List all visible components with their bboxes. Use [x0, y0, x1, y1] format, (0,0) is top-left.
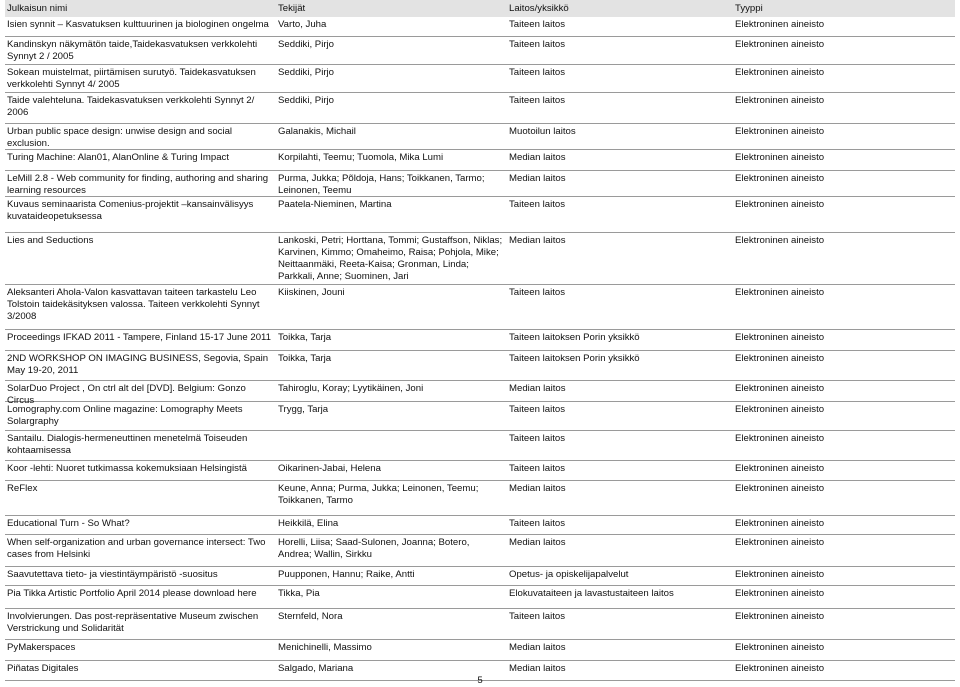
cell-title: Saavutettava tieto- ja viestintäympäristö -suositus: [7, 569, 218, 580]
cell-authors: Galanakis, Michail: [278, 126, 356, 137]
table-row: [5, 351, 955, 381]
cell-title: Isien synnit – Kasvatuksen kulttuurinen ja biologinen ongelma: [7, 19, 269, 30]
cell-department: Median laitos: [509, 483, 566, 494]
table-row: [5, 150, 955, 171]
cell-department: Opetus- ja opiskelijapalvelut: [509, 569, 629, 580]
cell-authors: [276, 431, 507, 460]
cell-department: Taiteen laitos: [509, 287, 565, 298]
header-department: Laitos/yksikkö: [509, 2, 569, 14]
cell-authors: Toikka, Tarja: [278, 353, 332, 364]
table-row: [5, 197, 955, 233]
cell-type: Elektroninen aineisto: [735, 332, 825, 343]
cell-authors: Puupponen, Hannu; Raike, Antti: [278, 569, 415, 580]
header-title: Julkaisun nimi: [7, 2, 68, 14]
cell-department: Taiteen laitoksen Porin yksikkö: [509, 353, 640, 364]
cell-type: Elektroninen aineisto: [735, 642, 825, 653]
table-row: [5, 586, 955, 609]
table-row: [5, 65, 955, 93]
cell-type: Elektroninen aineisto: [735, 39, 825, 50]
cell-type: Elektroninen aineisto: [735, 287, 825, 298]
table-row: [5, 402, 955, 431]
cell-title: Involvierungen. Das post-repräsentative Museum zwischen Verstrickung und Solidarität: [7, 611, 259, 634]
cell-authors: Toikka, Tarja: [278, 332, 332, 343]
cell-authors: Salgado, Mariana: [278, 663, 354, 674]
cell-department: Taiteen laitos: [509, 199, 565, 210]
cell-type: Elektroninen aineisto: [735, 404, 825, 415]
cell-title: Koor -lehti: Nuoret tutkimassa kokemuksiaan Helsingistä: [7, 463, 247, 474]
cell-authors: Menichinelli, Massimo: [278, 642, 372, 653]
cell-authors: Sternfeld, Nora: [278, 611, 343, 622]
cell-type: Elektroninen aineisto: [735, 199, 825, 210]
cell-authors: Varto, Juha: [278, 19, 327, 30]
cell-authors: Paatela-Nieminen, Martina: [278, 199, 392, 210]
cell-title: Kuvaus seminaarista Comenius-projektit –kansainvälisyys kuvataideopetuksessa: [7, 199, 254, 222]
cell-type: Elektroninen aineisto: [735, 126, 825, 137]
cell-title: Educational Turn - So What?: [7, 518, 130, 529]
cell-authors: Keune, Anna; Purma, Jukka; Leinonen, Teemu; Toikkanen, Tarmo: [278, 483, 479, 506]
cell-department: Taiteen laitos: [509, 404, 565, 415]
cell-authors: Trygg, Tarja: [278, 404, 329, 415]
cell-authors: Seddiki, Pirjo: [278, 95, 334, 106]
cell-department: Taiteen laitos: [509, 433, 565, 444]
cell-title: Piñatas Digitales: [7, 663, 79, 674]
cell-authors: Heikkilä, Elina: [278, 518, 339, 529]
header-type: Tyyppi: [735, 2, 763, 14]
table-row: [5, 330, 955, 351]
cell-department: Muotoilun laitos: [509, 126, 576, 137]
table-row: [5, 37, 955, 65]
cell-title: Aleksanteri Ahola-Valon kasvattavan taiteen tarkastelu Leo Tolstoin taidekäsityksen valossa. Taiteen verkkolehti Synnyt 3/2008: [7, 287, 260, 322]
cell-authors: Purma, Jukka; Põldoja, Hans; Toikkanen, Tarmo; Leinonen, Teemu: [278, 173, 485, 196]
cell-title: Lies and Seductions: [7, 235, 94, 246]
cell-title: Urban public space design: unwise design and social exclusion.: [7, 126, 233, 149]
cell-type: Elektroninen aineisto: [735, 383, 825, 394]
table-row: [5, 124, 955, 150]
cell-type: Elektroninen aineisto: [735, 483, 825, 494]
table-row: [5, 285, 955, 330]
cell-type: Elektroninen aineisto: [735, 611, 825, 622]
cell-type: Elektroninen aineisto: [735, 537, 825, 548]
table-row: [5, 609, 955, 640]
cell-department: Taiteen laitos: [509, 611, 565, 622]
cell-title: When self-organization and urban governance intersect: Two cases from Helsinki: [7, 537, 266, 560]
table-header: [5, 0, 955, 17]
cell-title: SolarDuo Project , On ctrl alt del [DVD]. Belgium: Gonzo Circus: [7, 383, 246, 406]
cell-type: Elektroninen aineisto: [735, 463, 825, 474]
cell-type: Elektroninen aineisto: [735, 19, 825, 30]
cell-department: Taiteen laitoksen Porin yksikkö: [509, 332, 640, 343]
cell-type: Elektroninen aineisto: [735, 173, 825, 184]
table-row: [5, 17, 955, 37]
cell-title: LeMill 2.8 - Web community for finding, authoring and sharing learning resources: [7, 173, 269, 196]
cell-department: Median laitos: [509, 537, 566, 548]
cell-department: Median laitos: [509, 383, 566, 394]
cell-department: Median laitos: [509, 235, 566, 246]
cell-title: 2ND WORKSHOP ON IMAGING BUSINESS, Segovia, Spain May 19-20, 2011: [7, 353, 269, 376]
cell-department: Median laitos: [509, 152, 566, 163]
table-row: [5, 233, 955, 285]
cell-department: Median laitos: [509, 663, 566, 674]
cell-title: Kandinskyn näkymätön taide,Taidekasvatuksen verkkolehti Synnyt 2 / 2005: [7, 39, 258, 62]
cell-title: Taide valehteluna. Taidekasvatuksen verkkolehti Synnyt 2/ 2006: [7, 95, 255, 118]
publication-table: [5, 0, 955, 681]
cell-title: Santailu. Dialogis-hermeneuttinen menetelmä Toiseuden kohtaamisessa: [7, 433, 248, 456]
cell-authors: Seddiki, Pirjo: [278, 67, 334, 78]
cell-title: Sokean muistelmat, piirtämisen surutyö. Taidekasvatuksen verkkolehti Synnyt 4/ 2005: [7, 67, 256, 90]
table-row: [5, 431, 955, 461]
cell-department: Taiteen laitos: [509, 67, 565, 78]
cell-authors: Kiiskinen, Jouni: [278, 287, 345, 298]
cell-title: PyMakerspaces: [7, 642, 76, 653]
cell-department: Median laitos: [509, 642, 566, 653]
table-row: [5, 171, 955, 197]
page-number: 5: [477, 675, 483, 686]
cell-authors: Seddiki, Pirjo: [278, 39, 334, 50]
table-row: [5, 381, 955, 406]
cell-type: Elektroninen aineisto: [735, 518, 825, 529]
cell-type: Elektroninen aineisto: [735, 95, 825, 106]
table-row: [5, 567, 955, 586]
cell-department: Taiteen laitos: [509, 39, 565, 50]
cell-type: Elektroninen aineisto: [735, 152, 825, 163]
cell-title: Turing Machine: Alan01, AlanOnline & Turing Impact: [7, 152, 230, 163]
cell-department: Taiteen laitos: [509, 19, 565, 30]
cell-department: Elokuvataiteen ja lavastustaiteen laitos: [509, 588, 674, 599]
cell-authors: Korpilahti, Teemu; Tuomola, Mika Lumi: [278, 152, 444, 163]
cell-department: Taiteen laitos: [509, 463, 565, 474]
cell-type: Elektroninen aineisto: [735, 663, 825, 674]
cell-title: Proceedings IFKAD 2011 - Tampere, Finland 15-17 June 2011: [7, 332, 271, 343]
table-row: [5, 640, 955, 661]
cell-department: Median laitos: [509, 173, 566, 184]
cell-authors: Lankoski, Petri; Horttana, Tommi; Gustaffson, Niklas; Karvinen, Kimmo; Omaheimo, Raisa; Pohjola, Mike; Neittaanmäki, Reeta-Kaisa; Gronman, Linda; Parkkali, Anne; Suominen, Jari: [278, 235, 503, 282]
table-row: [5, 535, 955, 567]
table-row: [5, 93, 955, 124]
cell-title: Pia Tikka Artistic Portfolio April 2014 please download here: [7, 588, 257, 599]
cell-type: Elektroninen aineisto: [735, 588, 825, 599]
cell-type: Elektroninen aineisto: [735, 235, 825, 246]
table-body: [5, 17, 955, 681]
cell-type: Elektroninen aineisto: [735, 433, 825, 444]
cell-authors: Tikka, Pia: [278, 588, 320, 599]
cell-title: ReFlex: [7, 483, 38, 494]
cell-department: Taiteen laitos: [509, 518, 565, 529]
cell-title: Lomography.com Online magazine: Lomography Meets Solargraphy: [7, 404, 243, 427]
header-authors: Tekijät: [278, 2, 306, 14]
cell-authors: Horelli, Liisa; Saad-Sulonen, Joanna; Botero, Andrea; Wallin, Sirkku: [278, 537, 470, 560]
cell-authors: Tahiroglu, Koray; Lyytikäinen, Joni: [278, 383, 424, 394]
cell-type: Elektroninen aineisto: [735, 67, 825, 78]
cell-department: Taiteen laitos: [509, 95, 565, 106]
cell-authors: Oikarinen-Jabai, Helena: [278, 463, 381, 474]
table-row: [5, 481, 955, 516]
table-row: [5, 461, 955, 481]
cell-type: Elektroninen aineisto: [735, 353, 825, 364]
table-row: [5, 516, 955, 535]
cell-type: Elektroninen aineisto: [735, 569, 825, 580]
